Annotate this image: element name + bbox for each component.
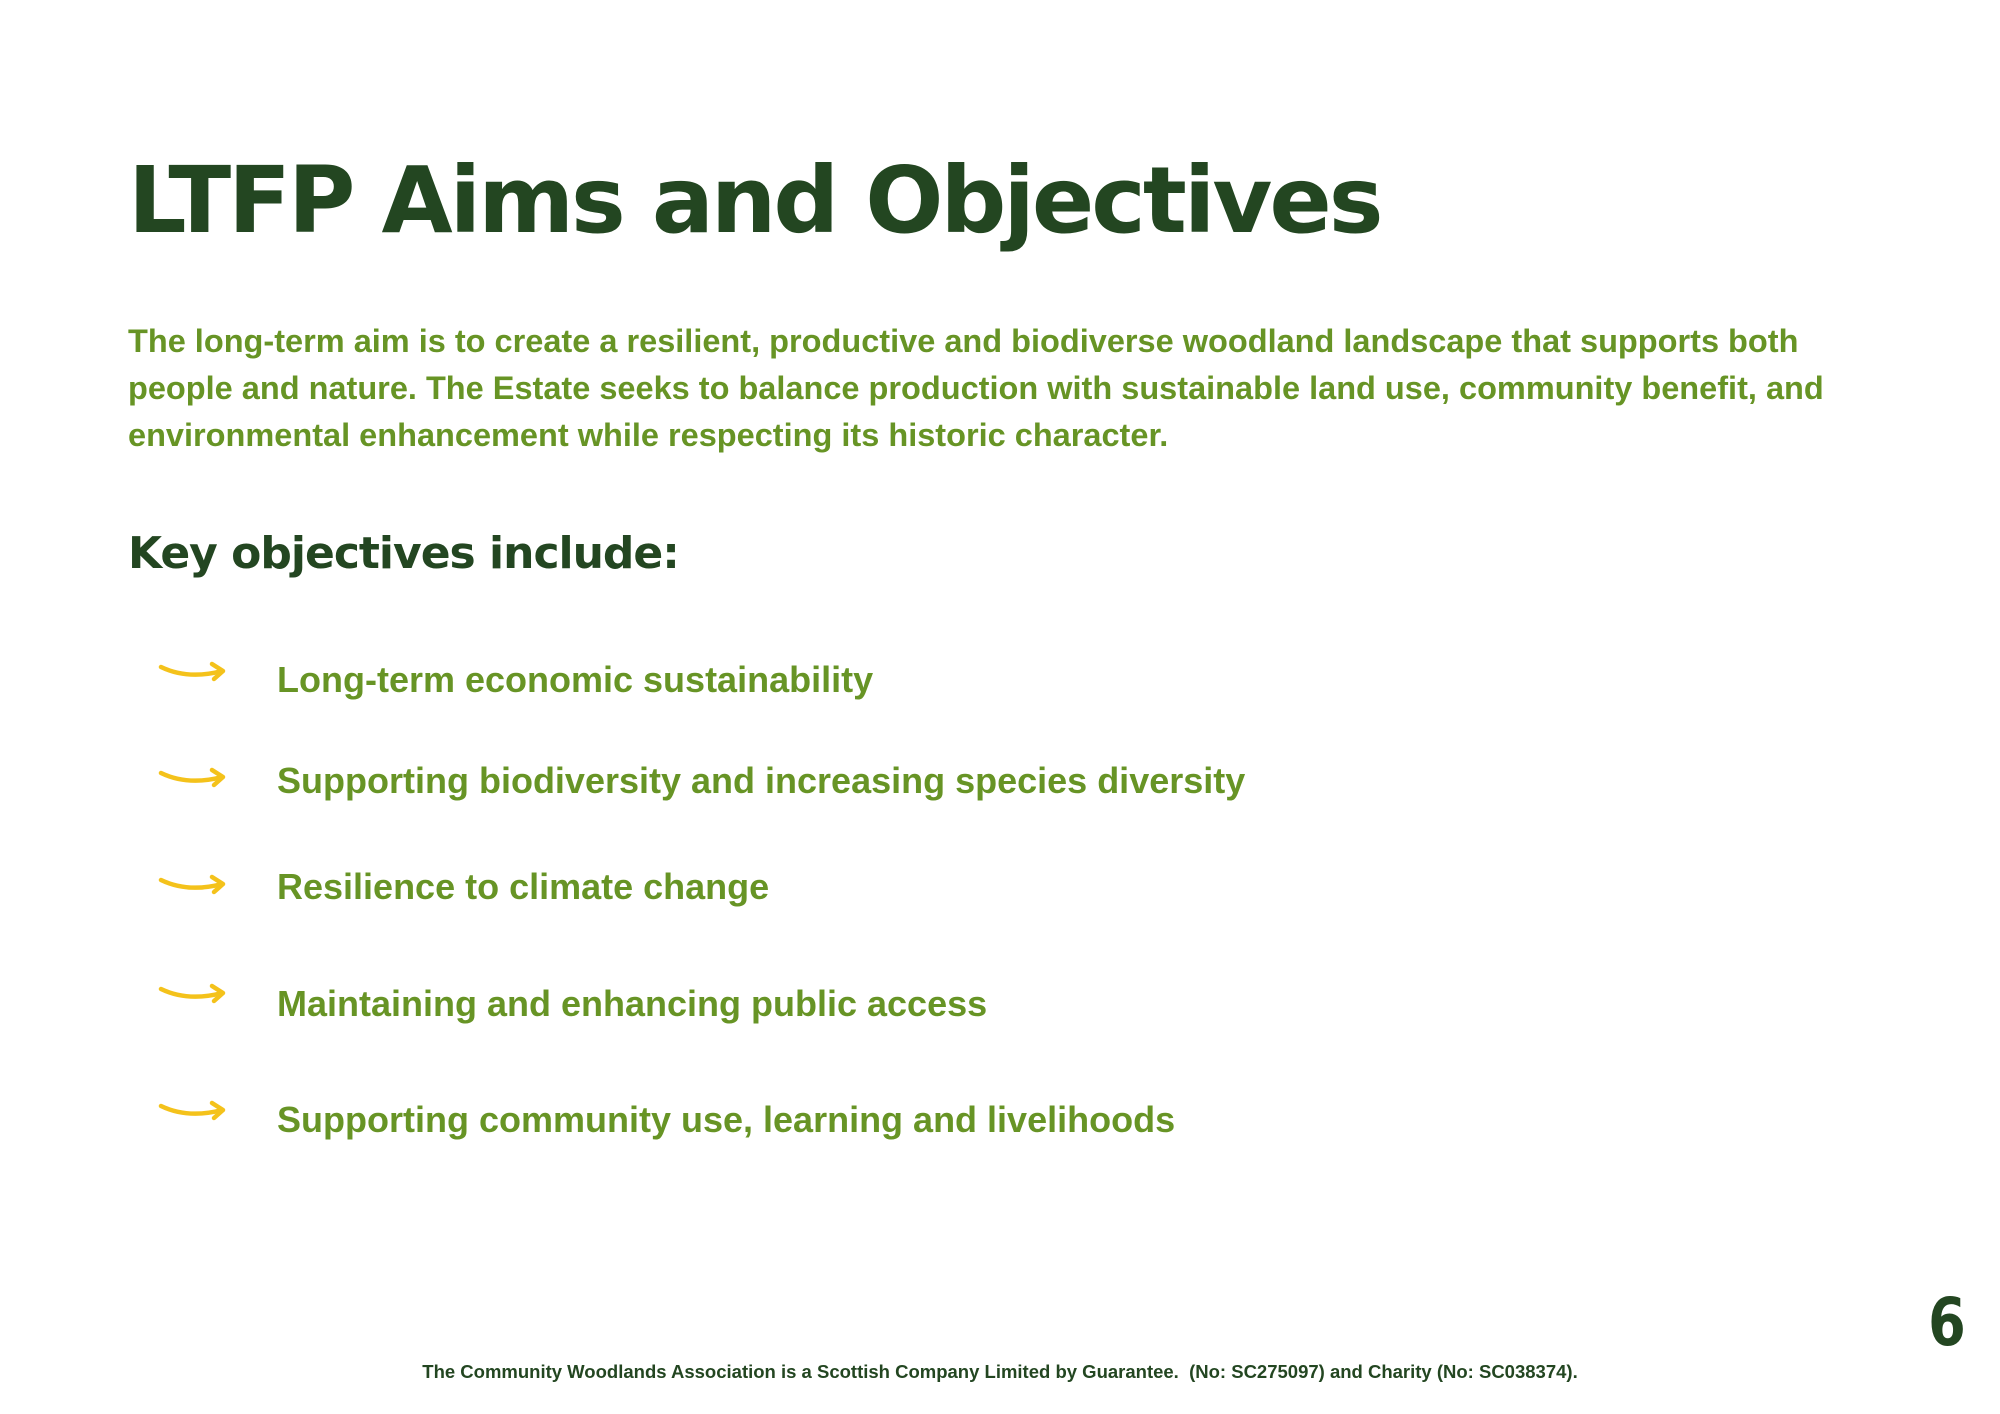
objective-item <box>0 857 1400 917</box>
swoosh-arrow-icon <box>158 764 228 794</box>
objective-label: Long-term economic sustainability <box>277 659 874 700</box>
objective-item <box>0 1090 1400 1150</box>
page-number: 6 <box>1928 1284 1966 1361</box>
objective-label: Supporting community use, learning and livelihoods <box>277 1099 1176 1140</box>
objective-item <box>0 650 1400 710</box>
swoosh-arrow-icon <box>158 1097 228 1127</box>
page-title: LTFP Aims and Objectives <box>128 147 1381 254</box>
objectives-heading: Key objectives include: <box>128 528 679 579</box>
objective-item <box>0 974 1400 1034</box>
swoosh-arrow-icon <box>158 980 228 1010</box>
objective-label: Maintaining and enhancing public access <box>277 983 988 1024</box>
objective-label: Resilience to climate change <box>277 866 770 907</box>
objective-label: Supporting biodiversity and increasing species diversity <box>277 760 1246 801</box>
intro-paragraph: The long-term aim is to create a resilient, productive and biodiverse woodland landscape that supports both people and nature. The Estate seeks to balance production with sustainable land use, community benefit, and environmental enhancement while respecting its historic character. <box>128 323 1824 453</box>
objective-item <box>0 751 1400 811</box>
swoosh-arrow-icon <box>158 871 228 901</box>
swoosh-arrow-icon <box>158 658 228 688</box>
footer-legal-text: The Community Woodlands Association is a Scottish Company Limited by Guarantee. (No: SC275097) and Charity (No: SC038374). <box>422 1361 1578 1382</box>
